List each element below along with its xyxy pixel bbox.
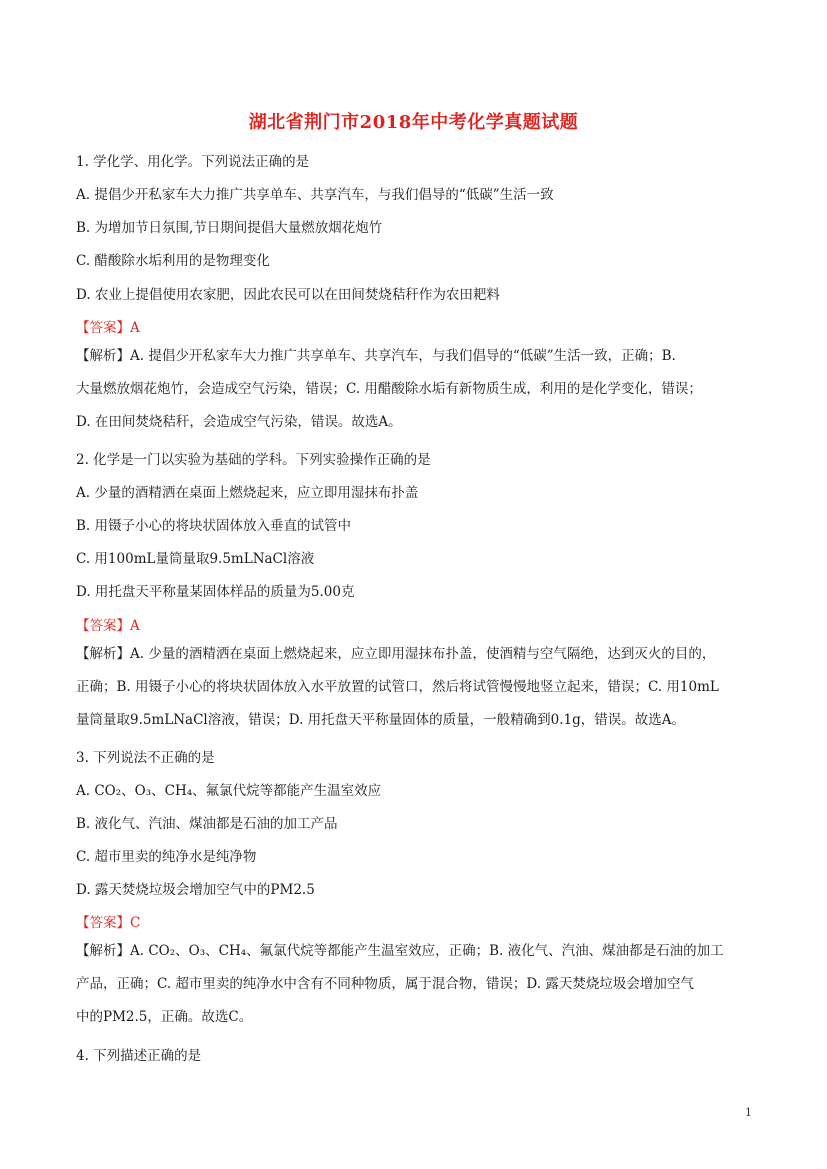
explanation-line: 【解析】A. 提倡少开私家车大力推广共享单车、共享汽车，与我们倡导的“低碳”生活一致，正确；B. [76, 348, 676, 364]
explanation-line: 正确；B. 用镊子小心的将块状固体放入水平放置的试管口，然后将试管慢慢地竖立起来，错误；C. 用10mL [76, 679, 719, 695]
question-3-option-b: B. 液化气、汽油、煤油都是石油的加工产品 [76, 816, 338, 832]
question-2-option-b: B. 用镊子小心的将块状固体放入垂直的试管中 [76, 518, 352, 534]
page-title: 湖北省荆门市2018年中考化学真题试题 [248, 112, 579, 133]
question-2-option-a: A. 少量的酒精洒在桌面上燃烧起来，应立即用湿抹布扑盖 [76, 485, 419, 501]
page-number: 1 [745, 1106, 752, 1119]
question-2-stem: 2. 化学是一门以实验为基础的学科。下列实验操作正确的是 [76, 452, 431, 468]
question-1-explanation [76, 345, 756, 444]
question-2-explanation [76, 643, 756, 742]
question-3-explanation [76, 940, 756, 1039]
explanation-line: 【解析】A. CO₂、O₃、CH₄、氟氯代烷等都能产生温室效应，正确；B. 液化气、汽油、煤油都是石油的加工 [76, 943, 724, 959]
explanation-line: 中的PM2.5，正确。故选C。 [76, 1009, 253, 1025]
question-1-option-b: B. 为增加节日氛围,节日期间提倡大量燃放烟花炮竹 [76, 220, 383, 236]
explanation-line: 大量燃放烟花炮竹，会造成空气污染，错误；C. 用醋酸除水垢有新物质生成，利用的是化学变化，错误； [76, 381, 702, 397]
question-1-stem: 1. 学化学、用化学。下列说法正确的是 [76, 154, 310, 170]
question-2-answer: 【答案】A [76, 618, 140, 634]
question-1-option-c: C. 醋酸除水垢利用的是物理变化 [76, 253, 270, 269]
question-3-stem: 3. 下列说法不正确的是 [76, 750, 215, 766]
question-2-option-d: D. 用托盘天平称量某固体样品的质量为5.00克 [76, 584, 355, 600]
explanation-line: D. 在田间焚烧秸秆，会造成空气污染，错误。故选A。 [76, 414, 402, 430]
question-2-option-c: C. 用100mL量筒量取9.5mLNaCl溶液 [76, 551, 315, 567]
question-3-option-a: A. CO₂、O₃、CH₄、氟氯代烷等都能产生温室效应 [76, 783, 382, 799]
question-3-option-c: C. 超市里卖的纯净水是纯净物 [76, 849, 257, 865]
question-3-answer: 【答案】C [76, 915, 141, 931]
question-1-option-a: A. 提倡少开私家车大力推广共享单车、共享汽车，与我们倡导的“低碳”生活一致 [76, 187, 554, 203]
explanation-line: 量筒量取9.5mLNaCl溶液，错误；D. 用托盘天平称量固体的质量，一般精确到0.1g，错误。故选A。 [76, 712, 686, 728]
explanation-line: 产品，正确；C. 超市里卖的纯净水中含有不同种物质，属于混合物，错误；D. 露天焚烧垃圾会增加空气 [76, 976, 694, 992]
question-3-option-d: D. 露天焚烧垃圾会增加空气中的PM2.5 [76, 882, 315, 898]
question-4-stem: 4. 下列描述正确的是 [76, 1048, 202, 1064]
question-1-option-d: D. 农业上提倡使用农家肥，因此农民可以在田间焚烧秸秆作为农田耙料 [76, 287, 500, 303]
explanation-line: 【解析】A. 少量的酒精洒在桌面上燃烧起来，应立即用湿抹布扑盖，使酒精与空气隔绝，达到灭火的目的， [76, 646, 716, 662]
question-1-answer: 【答案】A [76, 320, 140, 336]
